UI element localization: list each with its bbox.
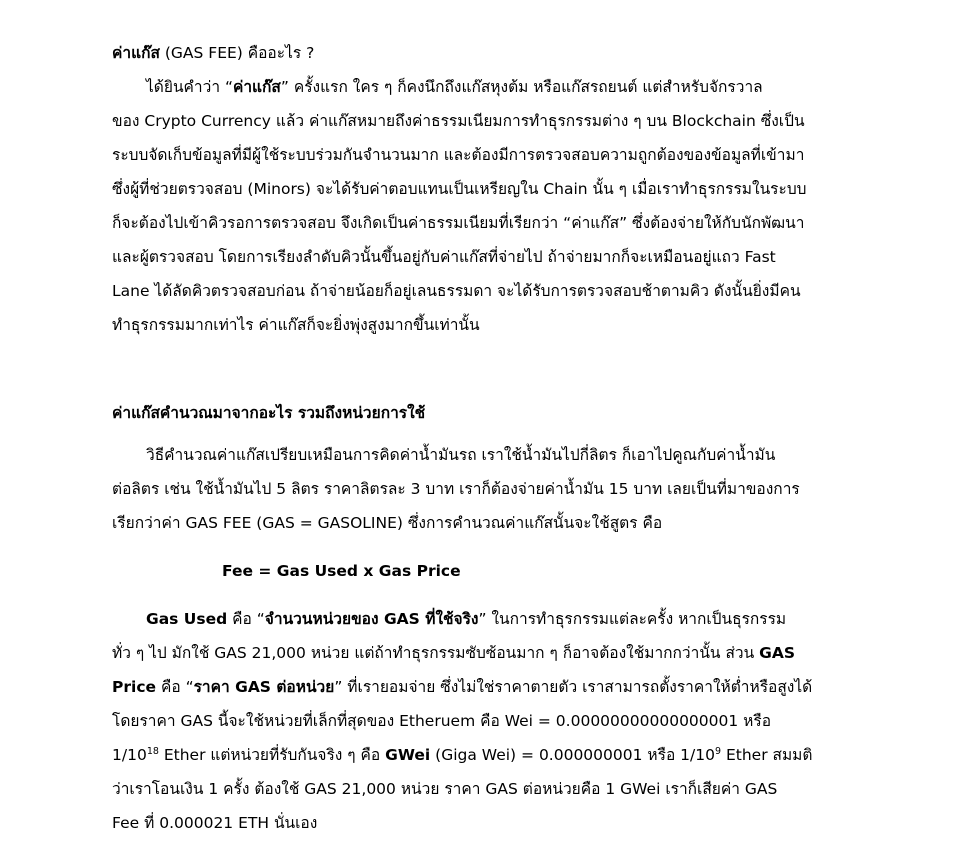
text-run: Ether สมมติ bbox=[721, 746, 813, 764]
formula-spacer bbox=[112, 540, 850, 554]
page-title bbox=[112, 36, 850, 70]
text-run: คือ “ bbox=[156, 678, 194, 696]
page-title-rest: (GAS FEE) คืออะไร ? bbox=[159, 44, 315, 62]
term-gas-price-part1: GAS bbox=[759, 644, 796, 662]
formula-spacer-bottom bbox=[112, 588, 850, 602]
text-run: 1/10 bbox=[112, 746, 147, 764]
paragraph-gas-used-price bbox=[112, 602, 850, 840]
paragraph-gas-line-2 bbox=[112, 636, 850, 670]
text-run: ” ในการทำธุรกรรมแต่ละครั้ง หากเป็นธุรกรรม bbox=[478, 610, 787, 628]
paragraph-gas-line-4: โดยราคา GAS นี้จะใช้หน่วยที่เล็กที่สุดของ Etheruem คือ Wei = 0.00000000000000001 หรือ bbox=[112, 712, 772, 730]
paragraph-gas-line-7: Fee ที่ 0.000021 ETH นั่นเอง bbox=[112, 814, 318, 832]
paragraph-gas-line-1 bbox=[112, 602, 850, 636]
paragraph-intro-line-4: ซึ่งผู้ที่ช่วยตรวจสอบ (Minors) จะได้รับค่าตอบแทนเป็นเหรียญใน Chain นั้น ๆ เมื่อเราทำธุรกรรมในระบบ bbox=[112, 180, 807, 198]
paragraph-calculation bbox=[112, 438, 850, 540]
page-title-bold: ค่าแก๊ส bbox=[112, 44, 160, 62]
exponent-9: 9 bbox=[715, 745, 722, 757]
section-heading-gas-calculation: ค่าแก๊สคำนวณมาจากอะไร รวมถึงหน่วยการใช้ bbox=[112, 404, 426, 422]
text-run: (Giga Wei) = 0.000000001 หรือ 1/10 bbox=[430, 746, 715, 764]
paragraph-intro-line-7: Lane ได้ลัดคิวตรวจสอบก่อน ถ้าจ่ายน้อยก็อยู่เลนธรรมดา จะได้รับการตรวจสอบช้าตามคิว ดังนั้นยิ่งมีคน bbox=[112, 282, 801, 300]
paragraph-calculation-line-1: วิธีคำนวณค่าแก๊สเปรียบเหมือนการคิดค่าน้ำมันรถ เราใช้น้ำมันไปกี่ลิตร ก็เอาไปคูณกับค่าน้ำมัน bbox=[146, 446, 776, 464]
text-run: ได้ยินคำว่า “ bbox=[146, 78, 233, 96]
text-run: ” ที่เรายอมจ่าย ซึ่งไม่ใช่ราคาตายตัว เราสามารถตั้งราคาให้ต่ำหรือสูงได้ bbox=[334, 678, 813, 696]
paragraph-intro-line-1 bbox=[112, 70, 850, 104]
text-run: Ether แต่หน่วยที่รับกันจริง ๆ คือ bbox=[158, 746, 386, 764]
paragraph-intro-line-2: ของ Crypto Currency แล้ว ค่าแก๊สหมายถึงค่าธรรมเนียมการทำธุรกรรมต่าง ๆ บน Blockchain ซึ่งเป็น bbox=[112, 112, 805, 130]
exponent-18: 18 bbox=[146, 745, 159, 757]
definition-gas-used: จำนวนหน่วยของ GAS ที่ใช้จริง bbox=[264, 610, 479, 628]
term-gas-price-part2: Price bbox=[112, 678, 157, 696]
paragraph-calculation-line-2: ต่อลิตร เช่น ใช้น้ำมันไป 5 ลิตร ราคาลิตรละ 3 บาท เราก็ต้องจ่ายค่าน้ำมัน 15 บาท เลยเป็นที่มาของการ bbox=[112, 480, 800, 498]
text-run: คือ “ bbox=[227, 610, 265, 628]
formula-fee: Fee = Gas Used x Gas Price bbox=[222, 562, 461, 580]
paragraph-gas-line-6: ว่าเราโอนเงิน 1 ครั้ง ต้องใช้ GAS 21,000 หน่วย ราคา GAS ต่อหน่วยคือ 1 GWei เราก็เสียค่า GAS bbox=[112, 780, 778, 798]
paragraph-intro-line-5: ก็จะต้องไปเข้าคิวรอการตรวจสอบ จึงเกิดเป็นค่าธรรมเนียมที่เรียกว่า “ค่าแก๊ส” ซึ่งต้องจ่ายให้กับนักพัฒนา bbox=[112, 214, 805, 232]
term-gas-used: Gas Used bbox=[146, 610, 228, 628]
section-spacer bbox=[112, 342, 850, 396]
paragraph-calculation-line-3: เรียกว่าค่า GAS FEE (GAS = GASOLINE) ซึ่งการคำนวณค่าแก๊สนั้นจะใช้สูตร คือ bbox=[112, 514, 663, 532]
term-gwei: GWei bbox=[385, 746, 431, 764]
text-run: ” ครั้งแรก ใคร ๆ ก็คงนึกถึงแก๊สหุงต้ม หรือแก๊สรถยนต์ แต่สำหรับจักรวาล bbox=[280, 78, 763, 96]
text-run-bold: ค่าแก๊ส bbox=[232, 78, 281, 96]
paragraph-intro-line-8: ทำธุรกรรมมากเท่าไร ค่าแก๊สก็จะยิ่งพุ่งสูงมากขึ้นเท่านั้น bbox=[112, 316, 480, 334]
heading-spacer bbox=[112, 430, 850, 438]
paragraph-gas-line-5 bbox=[112, 738, 850, 772]
text-run: ทั่ว ๆ ไป มักใช้ GAS 21,000 หน่วย แต่ถ้าทำธุรกรรมซับซ้อนมาก ๆ ก็อาจต้องใช้มากกว่านั้น ส่วน bbox=[112, 644, 760, 662]
paragraph-intro-line-6: และผู้ตรวจสอบ โดยการเรียงลำดับคิวนั้นขึ้นอยู่กับค่าแก๊สที่จ่ายไป ถ้าจ่ายมากก็จะเหมือนอยู่แถว Fast bbox=[112, 248, 776, 266]
paragraph-intro-line-3: ระบบจัดเก็บข้อมูลที่มีผู้ใช้ระบบร่วมกันจำนวนมาก และต้องมีการตรวจสอบความถูกต้องของข้อมูลที่เข้ามา bbox=[112, 146, 805, 164]
paragraph-gas-line-3 bbox=[112, 670, 850, 704]
definition-gas-price: ราคา GAS ต่อหน่วย bbox=[193, 678, 335, 696]
paragraph-intro bbox=[112, 70, 850, 342]
